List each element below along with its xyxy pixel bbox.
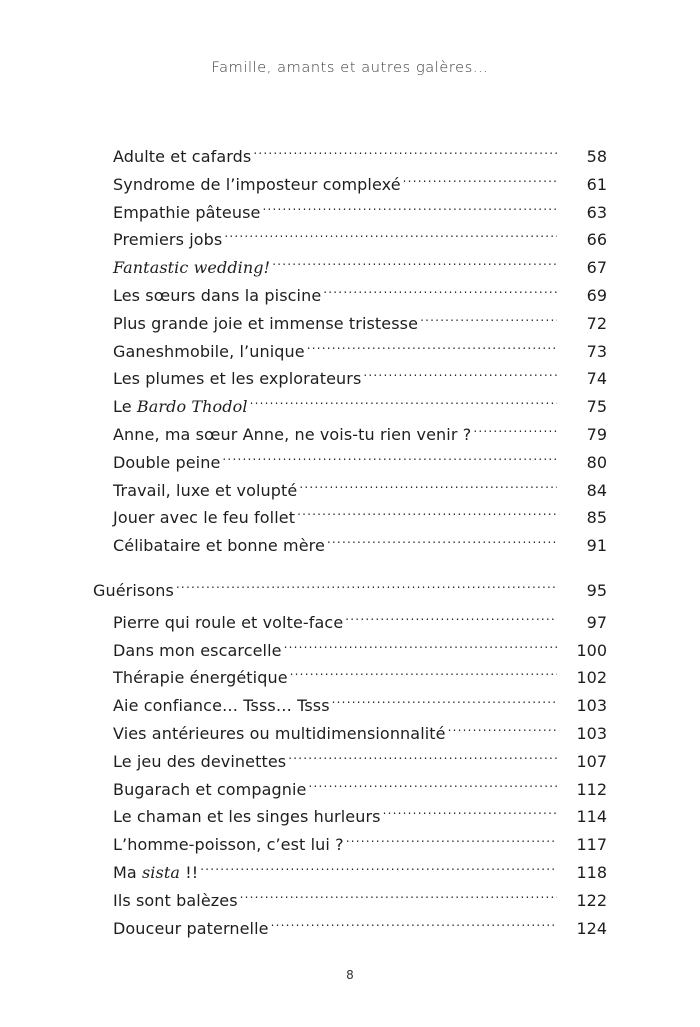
toc-title-part: Plus grande joie et immense tristesse [113, 314, 419, 333]
toc-entry [113, 356, 607, 388]
dot-leader [253, 134, 557, 162]
toc-entry-page: 69 [586, 286, 607, 305]
page-number: 8 [346, 968, 354, 982]
toc-entry [113, 822, 607, 854]
toc-title-italic-part: Bardo Thodol [136, 397, 248, 416]
toc-title-part: Le jeu des devinettes [113, 752, 287, 771]
toc-entry-page: 72 [586, 314, 607, 333]
dot-leader [323, 273, 557, 301]
toc-title-part: Le [113, 397, 137, 416]
toc-entry [113, 384, 607, 416]
toc-title-part: Les plumes et les explorateurs [113, 369, 362, 388]
toc-section-entry [93, 568, 607, 600]
toc-entry-page: 85 [586, 508, 607, 527]
toc-title-part: Travail, luxe et volupté [113, 481, 298, 500]
toc-entry-page: 107 [576, 752, 607, 771]
toc-entry-page: 95 [586, 581, 607, 600]
dot-leader [297, 495, 557, 523]
dot-leader [403, 162, 557, 190]
toc-entry [113, 878, 607, 910]
toc-entry-page: 79 [586, 425, 607, 444]
dot-leader [363, 356, 557, 384]
dot-leader [332, 683, 557, 711]
dot-leader [240, 878, 557, 906]
toc-title-part: L’homme-poisson, c’est lui ? [113, 835, 344, 854]
toc-entry-page: 117 [576, 835, 607, 854]
toc-entry-page: 67 [586, 258, 607, 277]
toc-entry-page: 122 [576, 891, 607, 910]
toc-entry-page: 103 [576, 724, 607, 743]
toc-title-part: Vies antérieures ou multidimensionnalité [113, 724, 446, 743]
toc-entry-page: 102 [576, 668, 607, 687]
toc-entry [113, 850, 607, 882]
toc-title-part: Le chaman et les singes hurleurs [113, 807, 381, 826]
toc-title-part: Douceur paternelle [113, 919, 269, 938]
toc-entry-page: 74 [586, 369, 607, 388]
toc-title-part: Célibataire et bonne mère [113, 536, 325, 555]
toc-entry [113, 767, 607, 799]
toc-entry-page: 114 [576, 807, 607, 826]
toc-entry [113, 273, 607, 305]
toc-title-part: Syndrome de l’imposteur complexé [113, 175, 401, 194]
toc-entry [113, 301, 607, 333]
dot-leader [327, 523, 557, 551]
toc-entry [113, 217, 607, 249]
dot-leader [448, 711, 557, 739]
toc-entry-page: 61 [586, 175, 607, 194]
dot-leader [346, 822, 557, 850]
dot-leader [222, 440, 557, 468]
toc-entry [113, 906, 607, 938]
dot-leader [473, 412, 557, 440]
toc-entry [113, 329, 607, 361]
toc-entry-page: 63 [586, 203, 607, 222]
dot-leader [307, 329, 557, 357]
dot-leader [176, 568, 557, 596]
toc-entry-title [113, 915, 269, 943]
toc-entry-title [113, 532, 325, 560]
toc-title-part: Thérapie énergétique [113, 668, 288, 687]
toc-title-part: Ils sont balèzes [113, 891, 238, 910]
toc-title-part: Les sœurs dans la piscine [113, 286, 322, 305]
toc-title-part: Empathie pâteuse [113, 203, 261, 222]
dot-leader [271, 906, 557, 934]
toc-title-part: Pierre qui roule et volte-face [113, 613, 344, 632]
toc-entry [113, 794, 607, 826]
toc-entry-page: 97 [586, 613, 607, 632]
toc-title-part: !! [180, 863, 199, 882]
toc-entry-page: 100 [576, 641, 607, 660]
toc-entry [113, 739, 607, 771]
toc-entry [113, 495, 607, 527]
toc-entry-page: 58 [586, 147, 607, 166]
toc-entry [113, 190, 607, 222]
toc-title-part: Guérisons [93, 581, 174, 600]
dot-leader [299, 468, 557, 496]
toc-entry [113, 711, 607, 743]
dot-leader [272, 245, 557, 273]
toc-title-part: Aie confiance… Tsss… Tsss [113, 696, 330, 715]
toc-entry [113, 683, 607, 715]
toc-entry-page: 103 [576, 696, 607, 715]
dot-leader [284, 628, 557, 656]
toc-title-part: Dans mon escarcelle [113, 641, 282, 660]
toc-title-part: Bugarach et compagnie [113, 780, 307, 799]
toc-title-italic-part: sista [142, 863, 181, 882]
dot-leader [309, 767, 557, 795]
dot-leader [224, 217, 557, 245]
dot-leader [383, 794, 557, 822]
toc-title-part: Adulte et cafards [113, 147, 252, 166]
toc-title-italic-part: Fantastic wedding! [113, 258, 271, 277]
toc-entry-page: 112 [576, 780, 607, 799]
toc-entry-page: 80 [586, 453, 607, 472]
toc-entry-page: 124 [576, 919, 607, 938]
dot-leader [290, 655, 557, 683]
dot-leader [420, 301, 557, 329]
toc-title-part: Premiers jobs [113, 230, 223, 249]
toc-title-part: Ma [113, 863, 142, 882]
running-header: Famille, amants et autres galères... [211, 60, 489, 76]
toc-entry-page: 118 [576, 863, 607, 882]
dot-leader [250, 384, 557, 412]
toc-entry [113, 245, 607, 277]
toc-entry [113, 655, 607, 687]
toc-entry [113, 523, 607, 555]
toc-entry-page: 66 [586, 230, 607, 249]
dot-leader [288, 739, 557, 767]
dot-leader [345, 600, 557, 628]
toc-title-part: Anne, ma sœur Anne, ne vois-tu rien venir ? [113, 425, 472, 444]
toc-entry [113, 162, 607, 194]
toc-entry-page: 91 [586, 536, 607, 555]
toc-entry [113, 134, 607, 166]
toc-title-part: Ganeshmobile, l’unique [113, 342, 305, 361]
toc-entry [113, 628, 607, 660]
toc-entry-page: 73 [586, 342, 607, 361]
toc-entry [113, 600, 607, 632]
toc-entry-page: 75 [586, 397, 607, 416]
dot-leader [262, 190, 557, 218]
toc-entry [113, 412, 607, 444]
toc-title-part: Double peine [113, 453, 221, 472]
toc-entry-page: 84 [586, 481, 607, 500]
toc-entry [113, 440, 607, 472]
toc-title-part: Jouer avec le feu follet [113, 508, 296, 527]
toc-entry [113, 468, 607, 500]
dot-leader [200, 850, 557, 878]
